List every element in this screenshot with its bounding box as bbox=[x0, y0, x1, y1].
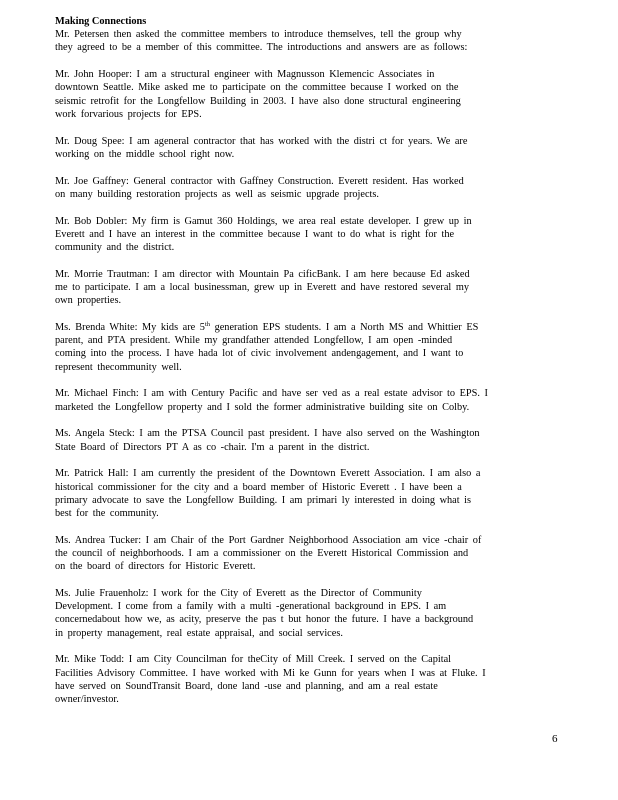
text-line: Mr. Doug Spee: I am ageneral contractor that has worked with the distri ct for years. We are bbox=[55, 135, 468, 147]
text-line: Facilities Advisory Committee. I have worked with Mi ke Gunn for years when I was at Fluke. I bbox=[55, 667, 486, 679]
member-introduction-paragraph bbox=[55, 467, 560, 520]
text-line: represent thecommunity well. bbox=[55, 361, 182, 373]
text-line: work forvarious projects for EPS. bbox=[55, 108, 202, 120]
text-line: the council of neighborhoods. I am a commissioner on the Everett Historical Commission and bbox=[55, 548, 469, 560]
member-introduction-paragraph bbox=[55, 68, 560, 121]
member-introduction-paragraph bbox=[55, 321, 560, 374]
text-line: Ms. Julie Frauenholz: I work for the City of Everett as the Director of Community bbox=[55, 588, 422, 600]
text-line: marketed the Longfellow property and I sold the former administrative building site on Colby. bbox=[55, 401, 470, 413]
text-line: Mr. Morrie Trautman: I am director with Mountain Pa cificBank. I am here because Ed asked bbox=[55, 268, 470, 280]
text-line: Mr. Michael Finch: I am with Century Pacific and have ser ved as a real estate advisor to EPS. I bbox=[55, 388, 488, 400]
member-introduction-paragraph bbox=[55, 534, 560, 574]
text-line: have served on SoundTransit Board, done land -use and planning, and am a real estate bbox=[55, 680, 438, 692]
text-line: Ms. Angela Steck: I am the PTSA Council past president. I have also served on the Washington bbox=[55, 428, 480, 440]
text-line: Mr. Mike Todd: I am City Councilman for theCity of Mill Creek. I served on the Capital bbox=[55, 654, 452, 666]
section-heading: Making Connections bbox=[55, 16, 147, 27]
text-line: concernedabout how we, as acity, preserve the pas t but honor the future. I have a background bbox=[55, 614, 474, 626]
text-line: Ms. Brenda White: My kids are 5th generation EPS students. I am a North MS and Whittier ES bbox=[55, 321, 479, 334]
text-line: State Board of Directors PT A as co -chair. I'm a parent in the district. bbox=[55, 441, 370, 453]
text-line: best for the community. bbox=[55, 508, 159, 520]
member-introduction-paragraph bbox=[55, 387, 560, 413]
member-introduction-paragraph bbox=[55, 175, 560, 201]
member-introduction-paragraph bbox=[55, 587, 560, 640]
text-line: they agreed to be a member of this committee. The introductions and answers are as follows: bbox=[55, 42, 468, 54]
text-line: on the board of directors for Historic Everett. bbox=[55, 561, 256, 573]
text-line: me to participate. I am a local businessman, grew up in Everett and have restored several my bbox=[55, 282, 469, 294]
member-introduction-paragraph bbox=[55, 653, 560, 706]
text-line: working on the middle school right now. bbox=[55, 148, 235, 160]
page-number: 6 bbox=[552, 733, 558, 745]
text-line: owner/investor. bbox=[55, 694, 119, 706]
text-line: downtown Seattle. Mike asked me to participate on the committee because I worked on the bbox=[55, 82, 459, 94]
text-line: Mr. John Hooper: I am a structural engineer with Magnusson Klemencic Associates in bbox=[55, 69, 435, 81]
member-introduction-paragraph bbox=[55, 268, 560, 308]
text-line: Everett and I have an interest in the committee because I want to do what is right for the bbox=[55, 228, 455, 240]
member-introduction-paragraph bbox=[55, 427, 560, 453]
text-line: Mr. Joe Gaffney: General contractor with Gaffney Construction. Everett resident. Has worked bbox=[55, 175, 464, 187]
text-line: community and the district. bbox=[55, 242, 175, 254]
text-line: historical commissioner for the city and a board member of Historic Everett . I have been a bbox=[55, 481, 462, 493]
text-line: Mr. Patrick Hall: I am currently the president of the Downtown Everett Association. I am also a bbox=[55, 468, 481, 480]
text-line: Ms. Andrea Tucker: I am Chair of the Port Gardner Neighborhood Association am vice -chair of bbox=[55, 534, 482, 546]
text-line: primary advocate to save the Longfellow Building. I am primari ly interested in doing what is bbox=[55, 494, 472, 506]
member-introductions bbox=[55, 68, 560, 706]
text-line: Development. I come from a family with a multi -generational background in EPS. I am bbox=[55, 601, 447, 613]
text-line: on many building restoration projects as well as seismic upgrade projects. bbox=[55, 188, 379, 200]
text-line: parent, and PTA president. While my grandfather attended Longfellow, I am open -minded bbox=[55, 335, 453, 347]
text-line: Mr. Bob Dobler: My firm is Gamut 360 Holdings, we area real estate developer. I grew up in bbox=[55, 215, 472, 227]
member-introduction-paragraph bbox=[55, 135, 560, 161]
document-body bbox=[55, 15, 560, 720]
intro-paragraph bbox=[55, 28, 560, 54]
member-introduction-paragraph bbox=[55, 215, 560, 255]
text-line: in property management, real estate appraisal, and social services. bbox=[55, 627, 343, 639]
text-line: coming into the process. I have hada lot of civic involvement andengagement, and I want to bbox=[55, 348, 464, 360]
text-line: Mr. Petersen then asked the committee members to introduce themselves, tell the group why bbox=[55, 29, 462, 41]
text-line: own properties. bbox=[55, 295, 122, 307]
text-line: seismic retrofit for the Longfellow Building in 2003. I have also done structural engineering bbox=[55, 95, 461, 107]
